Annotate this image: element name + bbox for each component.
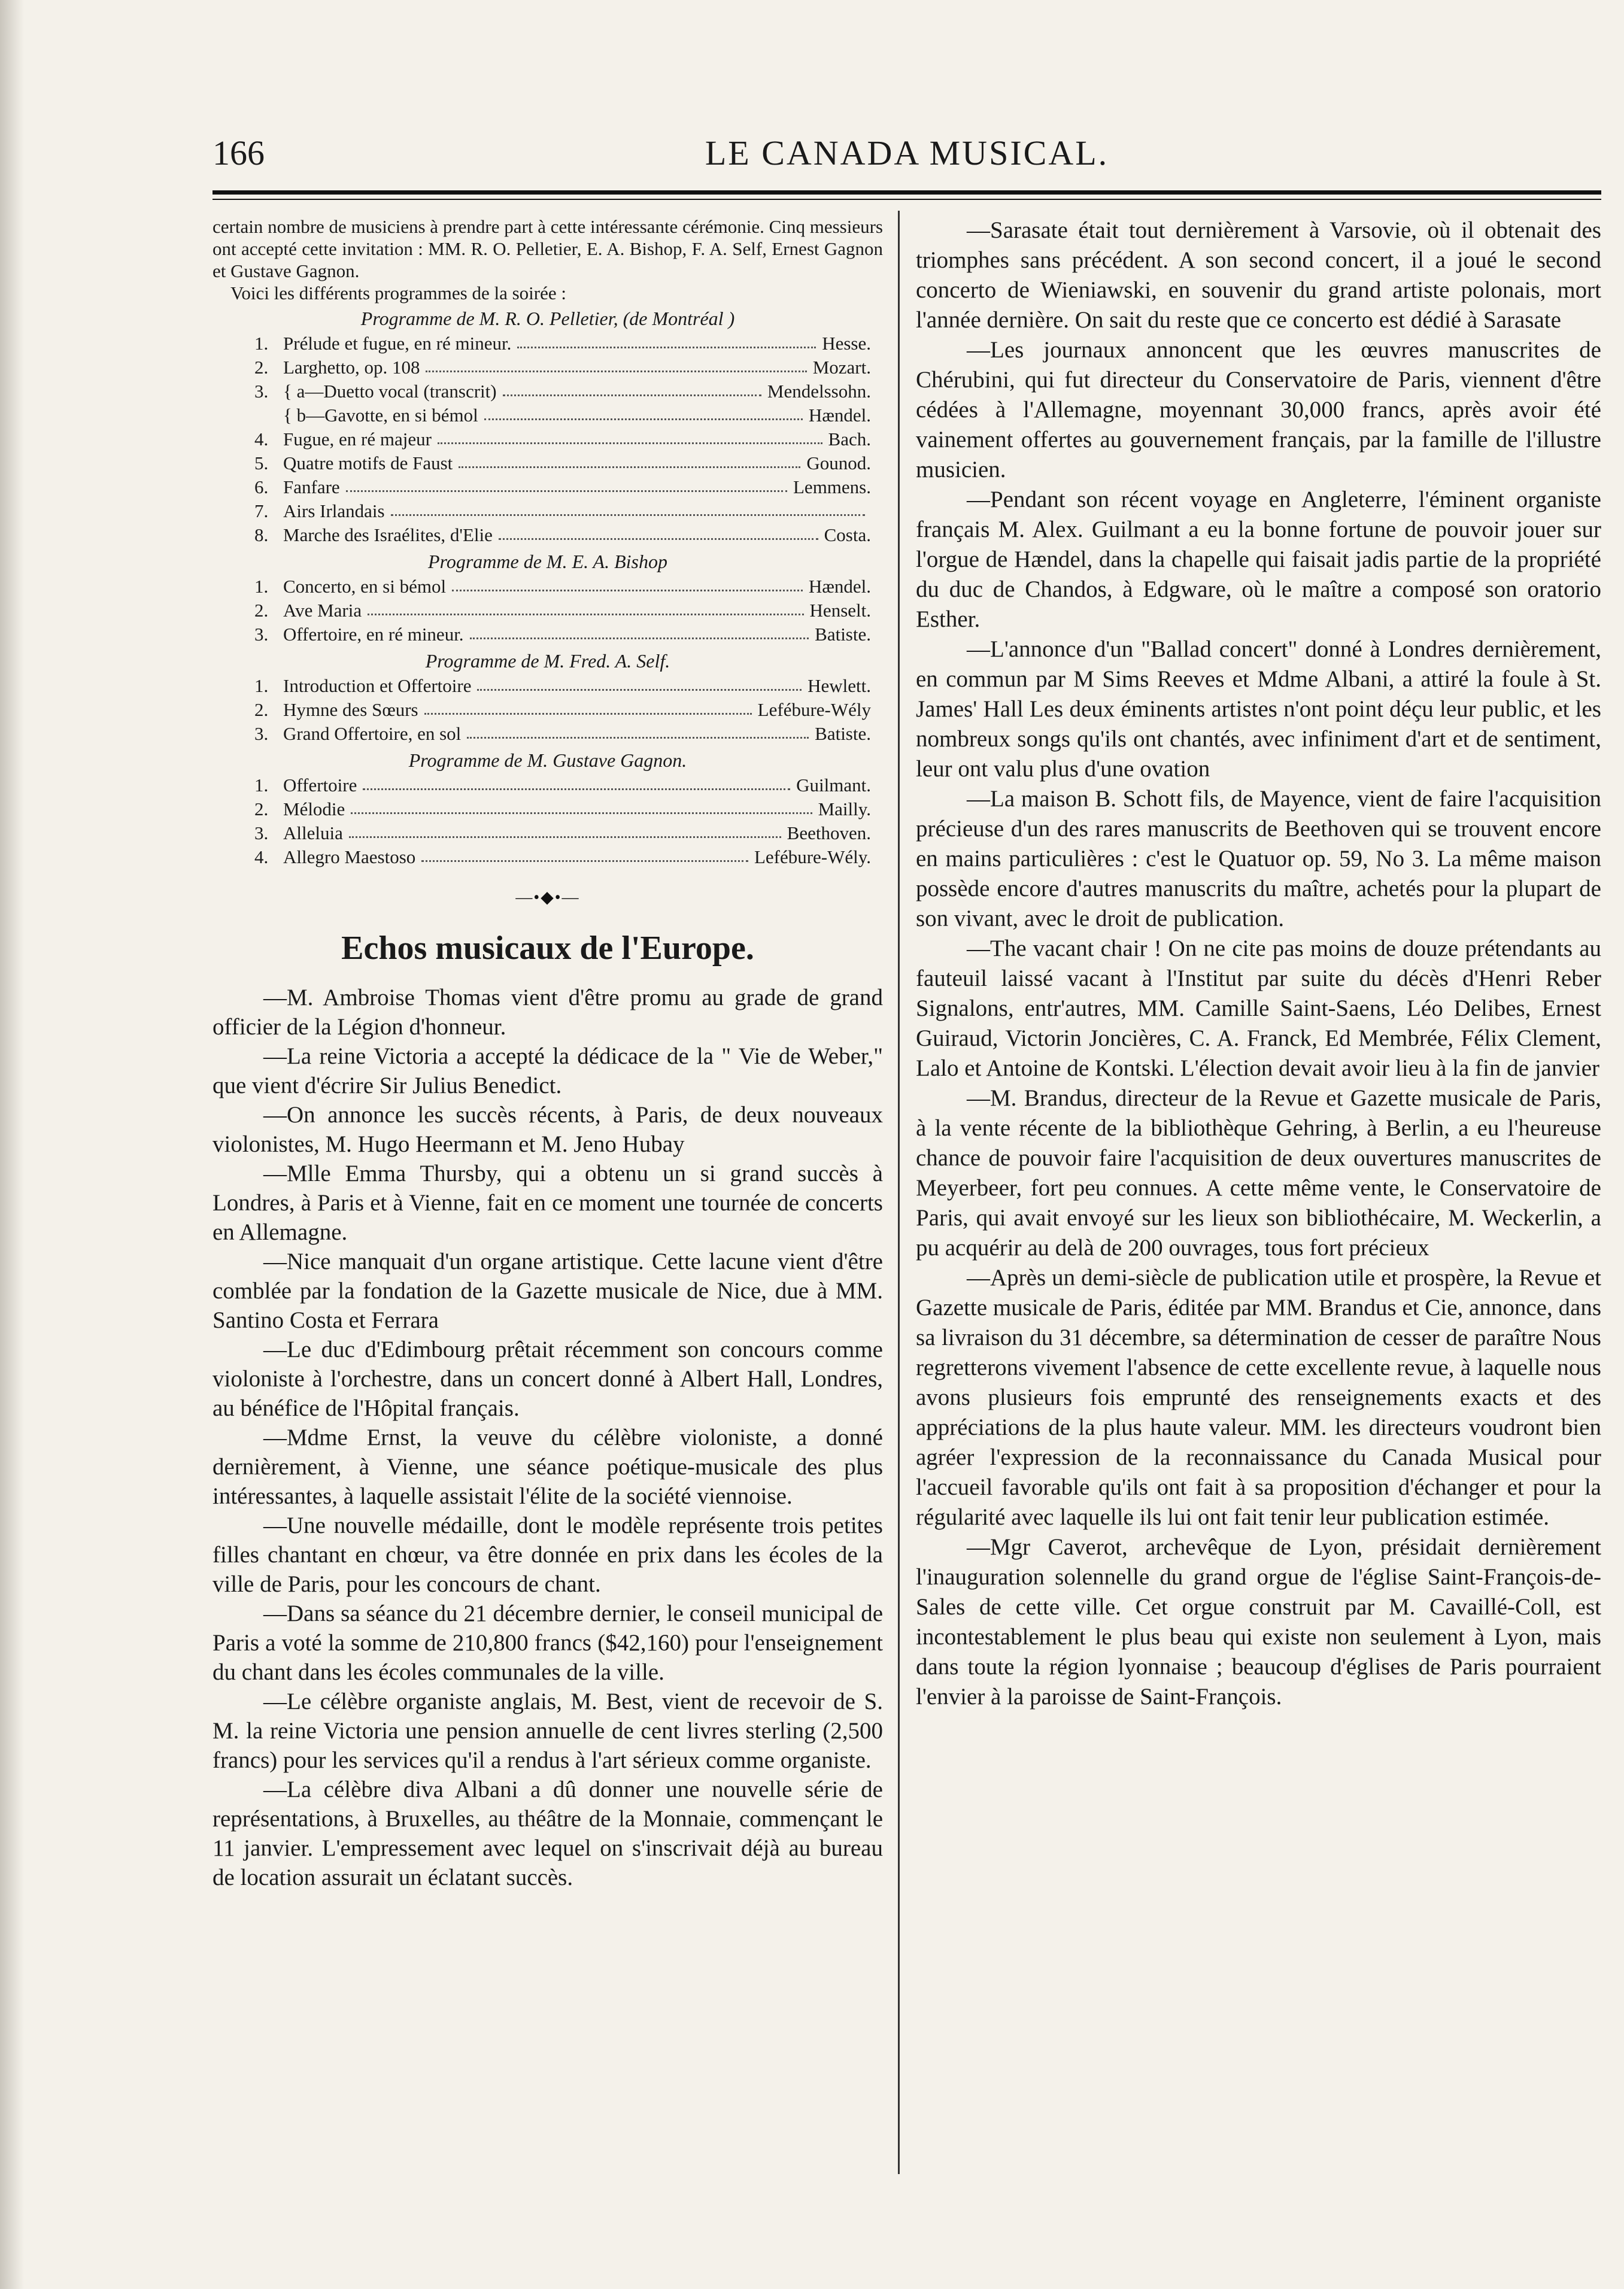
news-item: —Dans sa séance du 21 décembre dernier, le conseil municipal de Paris a voté la somme de 210,800 francs ($42,160) pour l'enseignement du chant dans les écoles communales de la ville.: [213, 1601, 883, 1685]
intro-text: [213, 215, 883, 304]
programme-item-composer: Batiste.: [815, 723, 871, 744]
programme-item-piece: Fanfare: [283, 476, 340, 497]
programme-item-piece: Larghetto, op. 108: [283, 357, 420, 378]
leader-dots: [459, 451, 800, 468]
programme-list: [213, 575, 883, 646]
news-item: —L'annonce d'un "Ballad concert" donné à Londres dernièrement, en commun par M Sims Reeves et Mdme Albani, a attiré la foule à St. James' Hall Les deux éminents artistes n'ont point déçu leur public, et les nombreux songs qu'ils ont chantés, avec infiniment d'art et de sentiment, leur ont valu plus d'une ovation: [916, 636, 1601, 782]
programme-item-composer: Batiste.: [815, 624, 871, 645]
programme-item-number: 1.: [254, 333, 269, 354]
programme-list: [213, 773, 883, 869]
programme-item-number: 4.: [254, 846, 269, 867]
news-item: —Après un demi-siècle de publication utile et prospère, la Revue et Gazette musicale de Paris, éditée par MM. Brandus et Cie, annonce, dans sa livraison du 31 décembre, sa détermination de cesser de paraître Nous regretterons vivement l'absence de cette excellente revue, à laquelle nous avons plusieurs fois emprunté des renseignements exacts et des appréciations de la plus haute valeur. MM. les directeurs voudront bien agréer l'expression de la reconnaissance du Canada Musical pour l'accueil favorable qu'ils ont fait à sa proposition d'échanger et pour la régularité avec laquelle ils lui ont fait tenir leur publication estimée.: [916, 1265, 1601, 1530]
right-column: [916, 215, 1601, 1712]
programme-item: [213, 403, 883, 427]
programme-list: [213, 332, 883, 547]
news-item: —M. Ambroise Thomas vient d'être promu au grade de grand officier de la Légion d'honneur.: [213, 985, 883, 1040]
programme-title: Programme de M. Fred. A. Self.: [425, 650, 670, 672]
programme-item-composer: Guilmant.: [796, 775, 871, 796]
leader-dots: [467, 722, 809, 739]
header-rule-thick: [213, 190, 1601, 195]
programme-item-composer: Hændel.: [808, 576, 871, 597]
programme-item-composer: Lefébure-Wély: [757, 699, 871, 720]
news-item: —Mdme Ernst, la veuve du célèbre violoniste, a donné dernièrement, à Vienne, une séance poétique-musicale des plus intéressantes, à laquelle assistait l'élite de la société viennoise.: [213, 1425, 883, 1509]
programme-item-composer: Mozart.: [812, 357, 871, 378]
leader-dots: [424, 698, 752, 715]
programme-item-composer: Lemmens.: [793, 476, 871, 497]
programme-item-number: 2.: [254, 600, 269, 621]
news-item: —La célèbre diva Albani a dû donner une nouvelle série de représentations, à Bruxelles, au théâtre de la Monnaie, commençant le 11 janvier. L'empressement avec lequel on s'inscrivait déjà au bureau de location assurait un éclatant succès.: [213, 1777, 883, 1890]
programme-item-piece: Mélodie: [283, 799, 345, 819]
programme-item-piece: Alleluia: [283, 822, 343, 843]
programme-item: [213, 674, 883, 698]
news-item: —On annonce les succès récents, à Paris, de deux nouveaux violonistes, M. Hugo Heermann et M. Jeno Hubay: [213, 1102, 883, 1157]
programme-item-number: [254, 403, 283, 427]
programme-item-piece: Grand Offertoire, en sol: [283, 723, 462, 744]
programme-item-piece: Quatre motifs de Faust: [283, 453, 453, 473]
news-item: —Une nouvelle médaille, dont le modèle représente trois petites filles chantant en chœur, va être donnée en prix dans les écoles de la ville de Paris, pour les concours de chant.: [213, 1513, 883, 1597]
programme-item-number: 2.: [254, 699, 269, 720]
news-item: —Le célèbre organiste anglais, M. Best, vient de recevoir de S. M. la reine Victoria une pension annuelle de cent livres sterling (2,500 francs) pour les services qu'il a rendus à l'art sérieux comme organiste.: [213, 1689, 883, 1773]
programme-item: [213, 773, 883, 797]
programme-item: [213, 427, 883, 451]
programme-item-number: 3.: [254, 822, 269, 843]
programme-item: [213, 623, 883, 646]
programme-item-piece: Allegro Maestoso: [283, 846, 416, 867]
leader-dots: [351, 797, 812, 814]
programme-item-piece: Ave Maria: [283, 600, 362, 621]
right-articles: [916, 215, 1601, 1712]
leader-dots: [499, 523, 818, 540]
news-item: —Les journaux annoncent que les œuvres manuscrites de Chérubini, qui fut directeur du Conservatoire de Paris, viennent d'être cédées à l'Allemagne, moyennant 30,000 francs, après avoir été vainement offertes au gouvernement français, par la famille de l'illustre musicien.: [916, 337, 1601, 482]
page-header: [213, 133, 1601, 181]
programme-item-piece: Prélude et fugue, en ré mineur.: [283, 333, 512, 354]
programme-item-number: 7.: [254, 500, 269, 521]
programme-item-piece: Airs Irlandais: [283, 500, 385, 521]
programme-item-composer: Lefébure-Wély.: [754, 846, 871, 867]
programme-item-number: 1.: [254, 675, 269, 696]
programme-item-piece: Hymne des Sœurs: [283, 699, 418, 720]
programme-item-number: 6.: [254, 476, 269, 497]
leader-dots: [452, 575, 803, 591]
programme-title: Programme de M. E. A. Bishop: [428, 551, 667, 572]
programme-item: [213, 380, 883, 403]
news-item: —M. Brandus, directeur de la Revue et Gazette musicale de Paris, à la vente récente de la bibliothèque Gehring, à Berlin, a eu l'heureuse chance de pouvoir faire l'acquisition de deux ouvertures manuscrites de Meyerbeer, fort peu connues. A cette même vente, le Conservatoire de Paris, qui avait envoyé sur les lieux son bibliothécaire, M. Weckerlin, a pu acquérir au delà de 200 ouvrages, tous fort précieux: [916, 1085, 1601, 1261]
programme-item-composer: Hændel.: [808, 405, 871, 426]
programme-item: [213, 332, 883, 356]
programme-item: [213, 356, 883, 380]
programme-item-composer: Bach.: [828, 429, 871, 450]
left-articles: [213, 983, 883, 1892]
page-number: 166: [213, 133, 265, 172]
programme-item-number: 1.: [254, 775, 269, 796]
programme-item: [213, 722, 883, 746]
programme-title: Programme de M. Gustave Gagnon.: [408, 749, 687, 771]
programme-item: [213, 575, 883, 599]
intro-paragraph: certain nombre de musiciens à prendre part à cette intéressante cérémonie. Cinq messieurs ont accepté cette invitation : MM. R. O. Pelletier, E. A. Bishop, F. A. Self, Ernest Gagnon et Gustave Gagnon.: [213, 216, 883, 281]
programme-item-piece: Marche des Israélites, d'Elie: [283, 524, 493, 545]
programme-item: [213, 475, 883, 499]
section-heading: Echos musicaux de l'Europe.: [341, 930, 754, 967]
leader-dots: [484, 403, 803, 420]
news-item: —Pendant son récent voyage en Angleterre, l'éminent organiste français M. Alex. Guilmant a eu la bonne fortune de pouvoir jouer sur l'orgue de Hændel, dans la chapelle qui faisait jadis partie de la propriété du duc de Chandos, à Edgware, où le maître a composé son oratorio Esther.: [916, 487, 1601, 632]
leader-dots: [438, 427, 822, 444]
programme-list: [213, 674, 883, 746]
programme-item-number: 3.: [254, 624, 269, 645]
news-item: —Mlle Emma Thursby, qui a obtenu un si grand succès à Londres, à Paris et à Vienne, fait en ce moment une tournée de concerts en Allemagne.: [213, 1161, 883, 1245]
programme-item: [213, 499, 883, 523]
leader-dots: [503, 380, 761, 396]
programme-item-number: 5.: [254, 453, 269, 473]
programme-item: [213, 451, 883, 475]
programme-item-number: 3.: [254, 381, 269, 402]
programme-item-piece: Introduction et Offertoire: [283, 675, 472, 696]
news-item: —The vacant chair ! On ne cite pas moins de douze prétendants au fauteuil laissé vacant à l'Institut par suite du décès d'Henri Reber Signalons, entr'autres, MM. Camille Saint-Saens, Léo Delibes, Ernest Guiraud, Victorin Joncières, C. A. Franck, Ed Membrée, Félix Clement, Lalo et Antoine de Kontski. L'élection devait avoir lieu à la fin de janvier: [916, 936, 1601, 1081]
programme-item-composer: Costa.: [824, 524, 871, 545]
programme-item: [213, 523, 883, 547]
leader-dots: [517, 332, 816, 348]
leader-dots: [349, 821, 781, 838]
leader-dots: [426, 356, 806, 372]
programme-item-composer: Henselt.: [809, 600, 871, 621]
news-item: —Nice manquait d'un organe artistique. Cette lacune vient d'être comblée par la fondation de la Gazette musicale de Nice, due à MM. Santino Costa et Ferrara: [213, 1249, 883, 1333]
programme-item-piece: Concerto, en si bémol: [283, 576, 447, 597]
programme-item-piece: Offertoire, en ré mineur.: [283, 624, 464, 645]
intro-paragraph: Voici les différents programmes de la soirée :: [230, 283, 566, 303]
programme-item: [213, 599, 883, 623]
section-ornament: —•◆•—: [515, 888, 580, 907]
left-column: [213, 215, 883, 1892]
leader-dots: [391, 499, 865, 516]
programme-item-number: 3.: [254, 723, 269, 744]
programme-item-composer: Hesse.: [822, 333, 871, 354]
programme-item-number: 2.: [254, 799, 269, 819]
leader-dots: [363, 773, 790, 790]
programme-item-piece: Fugue, en ré majeur: [283, 429, 432, 450]
programme-item: [213, 821, 883, 845]
programme-item-number: 2.: [254, 357, 269, 378]
programme-item-composer: Hewlett.: [808, 675, 871, 696]
programmes: [213, 306, 883, 869]
programme-item-composer: [871, 499, 883, 523]
programme-item-composer: Mailly.: [818, 799, 871, 819]
news-item: —La reine Victoria a accepté la dédicace de la " Vie de Weber," que vient d'écrire Sir Julius Benedict.: [213, 1043, 883, 1098]
programme-item-piece: { a—Duetto vocal (transcrit): [283, 381, 497, 402]
programme-item: [213, 797, 883, 821]
column-divider: [898, 211, 900, 2174]
news-item: —Sarasate était tout dernièrement à Varsovie, où il obtenait des triomphes sans précédent. A son second concert, il a joué le second concerto de Wieniawski, en souvenir du grand artiste polonais, mort l'année dernière. On sait du reste que ce concerto est dédié à Sarasate: [916, 217, 1601, 333]
header-rule-thin: [213, 199, 1601, 200]
programme-item-number: 4.: [254, 429, 269, 450]
programme-item-composer: Gounod.: [806, 453, 871, 473]
news-item: —Le duc d'Edimbourg prêtait récemment son concours comme violoniste à l'orchestre, dans un concert donné à Albert Hall, Londres, au bénéfice de l'Hôpital français.: [213, 1337, 883, 1421]
running-title: LE CANADA MUSICAL.: [705, 133, 1109, 172]
programme-item-composer: Mendelssohn.: [767, 381, 871, 402]
leader-dots: [470, 623, 809, 639]
programme-item-number: 8.: [254, 524, 269, 545]
leader-dots: [477, 674, 802, 691]
programme-title: Programme de M. R. O. Pelletier, (de Montréal ): [360, 308, 735, 329]
news-item: —Mgr Caverot, archevêque de Lyon, présidait dernièrement l'inauguration solennelle du grand orgue de l'église Saint-François-de-Sales de cette ville. Cet orgue construit par M. Cavaillé-Coll, est incontestablement le plus beau qui existe non seulement à Lyon, mais dans toute la région lyonnaise ; beaucoup d'églises de Paris pourraient l'envier à la paroisse de Saint-François.: [916, 1534, 1601, 1710]
programme-item-piece: Offertoire: [283, 775, 357, 796]
scan-edge-shadow: [0, 0, 24, 2289]
news-item: —La maison B. Schott fils, de Mayence, vient de faire l'acquisition précieuse d'un des rares manuscrits de Beethoven qui se trouvent encore en mains particulières : c'est le Quatuor op. 59, No 3. La même maison possède encore d'autres manuscrits du maître, achetés pour la plupart de son vivant, avec le droit de publication.: [916, 786, 1601, 931]
leader-dots: [346, 475, 787, 492]
programme-item-piece: { b—Gavotte, en si bémol: [283, 405, 478, 426]
leader-dots: [368, 599, 803, 615]
leader-dots: [421, 845, 748, 862]
programme-item: [213, 845, 883, 869]
programme-item-number: 1.: [254, 576, 269, 597]
programme-item: [213, 698, 883, 722]
programme-item-composer: Beethoven.: [787, 822, 871, 843]
